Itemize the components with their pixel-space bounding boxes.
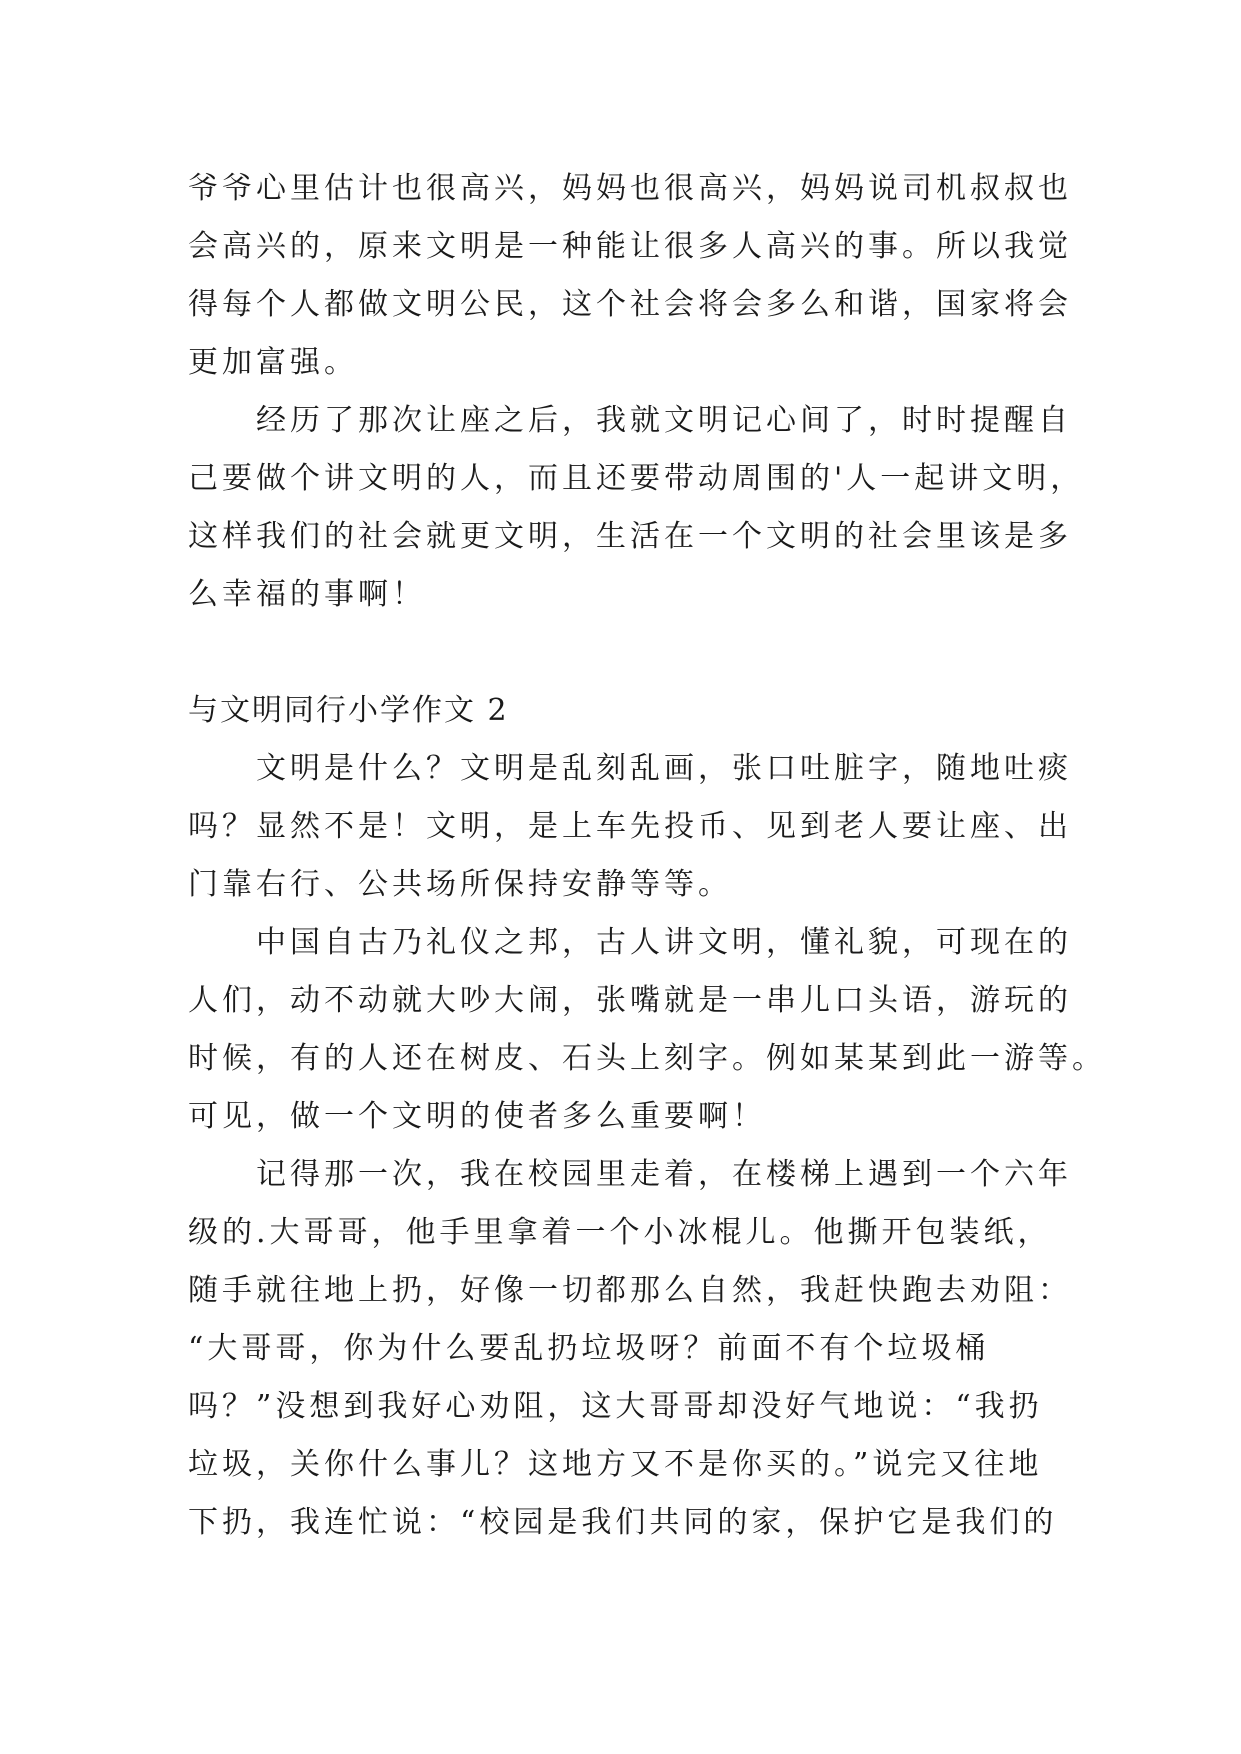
paragraph [188, 392, 1085, 624]
text-line: 垃圾，关你什么事儿？这地方又不是你买的。”说完又往地 [188, 1447, 1043, 1482]
text-line: 随手就往地上扔，好像一切都那么自然，我赶快跑去劝阻： [188, 1273, 1072, 1308]
paragraph [188, 160, 1072, 392]
text-line: 吗？显然不是！文明，是上车先投币、见到老人要让座、出 [188, 809, 1072, 844]
section-title: 与文明同行小学作文 2 [188, 693, 509, 728]
text-line: 吗？”没想到我好心劝阻，这大哥哥却没好气地说：“我扔 [188, 1389, 1043, 1424]
text-line: “大哥哥，你为什么要乱扔垃圾呀？前面不有个垃圾桶 [188, 1331, 990, 1366]
text-line: 文明是什么？文明是乱刻乱画，张口吐脏字，随地吐痰 [256, 751, 1072, 786]
text-line: 更加富强。 [188, 345, 358, 380]
text-line: 会高兴的，原来文明是一种能让很多人高兴的事。所以我觉 [188, 229, 1072, 264]
section-gap [188, 624, 1058, 682]
text-line: 级的.大哥哥，他手里拿着一个小冰棍儿。他撕开包装纸， [188, 1215, 1052, 1250]
paragraph [188, 740, 1072, 914]
text-line: 记得那一次，我在校园里走着，在楼梯上遇到一个六年 [256, 1157, 1072, 1192]
text-line: 可见，做一个文明的使者多么重要啊！ [188, 1099, 766, 1134]
text-line: 得每个人都做文明公民，这个社会将会多么和谐，国家将会 [188, 287, 1072, 322]
text-line: 时候，有的人还在树皮、石头上刻字。例如某某到此一游等。 [188, 1041, 1106, 1076]
text-line: 么幸福的事啊！ [188, 577, 426, 612]
text-line: 这样我们的社会就更文明，生活在一个文明的社会里该是多 [188, 519, 1072, 554]
text-line: 经历了那次让座之后，我就文明记心间了，时时提醒自 [256, 403, 1072, 438]
text-line: 中国自古乃礼仪之邦，古人讲文明，懂礼貌，可现在的 [256, 925, 1072, 960]
text-line: 己要做个讲文明的人，而且还要带动周围的'人一起讲文明， [188, 461, 1085, 496]
paragraph [188, 1146, 1072, 1552]
paragraph [188, 914, 1106, 1146]
text-line: 人们，动不动就大吵大闹，张嘴就是一串儿口头语，游玩的 [188, 983, 1072, 1018]
text-line: 下扔，我连忙说：“校园是我们共同的家，保护它是我们的 [188, 1505, 1058, 1540]
text-line: 爷爷心里估计也很高兴，妈妈也很高兴，妈妈说司机叔叔也 [188, 171, 1072, 206]
text-line: 门靠右行、公共场所保持安静等等。 [188, 867, 732, 902]
document-page [188, 160, 1106, 1552]
